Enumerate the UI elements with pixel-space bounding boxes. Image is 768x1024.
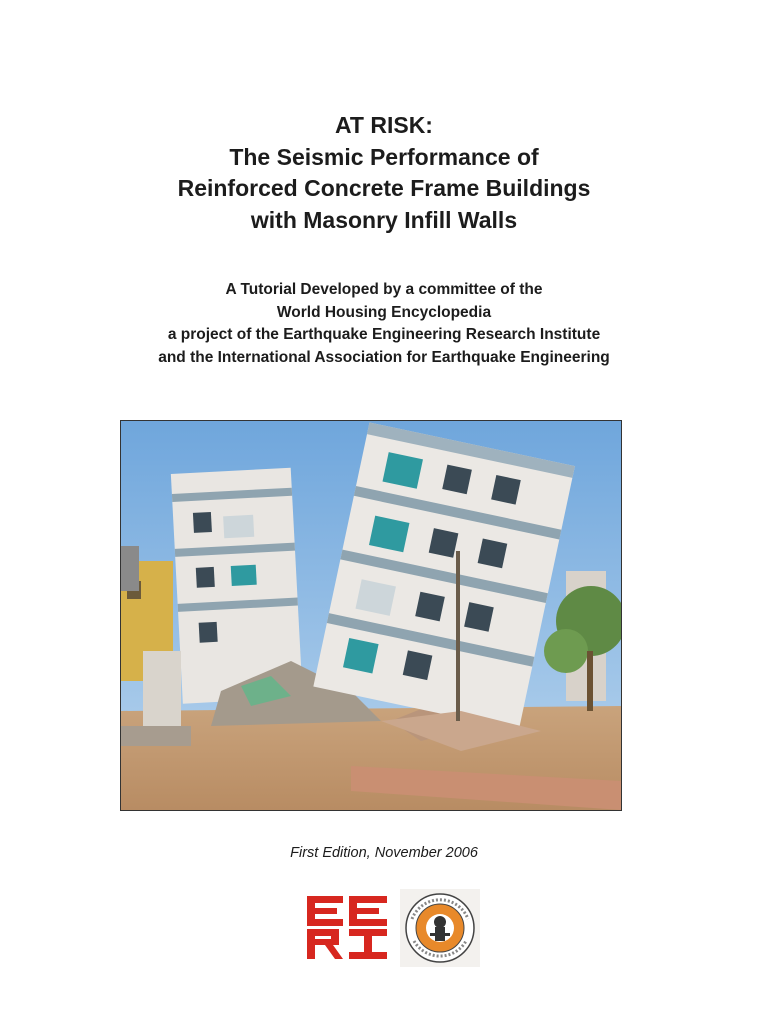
edition-text: First Edition, November 2006 — [290, 845, 478, 861]
subtitle-line: and the International Association for Earthquake Engineering — [158, 348, 610, 366]
eeri-logo — [305, 893, 391, 961]
iaee-logo — [400, 889, 480, 967]
subtitle-line: World Housing Encyclopedia — [276, 303, 492, 321]
collapsed-building-photo — [120, 420, 622, 811]
title-line: Reinforced Concrete Frame Buildings — [177, 175, 591, 201]
document-title — [0, 110, 768, 236]
title-line: with Masonry Infill Walls — [250, 206, 518, 233]
subtitle-line: A Tutorial Developed by a committee of the — [225, 281, 543, 298]
title-line: The Seismic Performance of — [229, 143, 539, 170]
document-subtitle — [0, 279, 768, 369]
title-line: AT RISK: — [335, 112, 433, 138]
subtitle-line: a project of the Earthquake Engineering Research Institute — [167, 326, 601, 343]
